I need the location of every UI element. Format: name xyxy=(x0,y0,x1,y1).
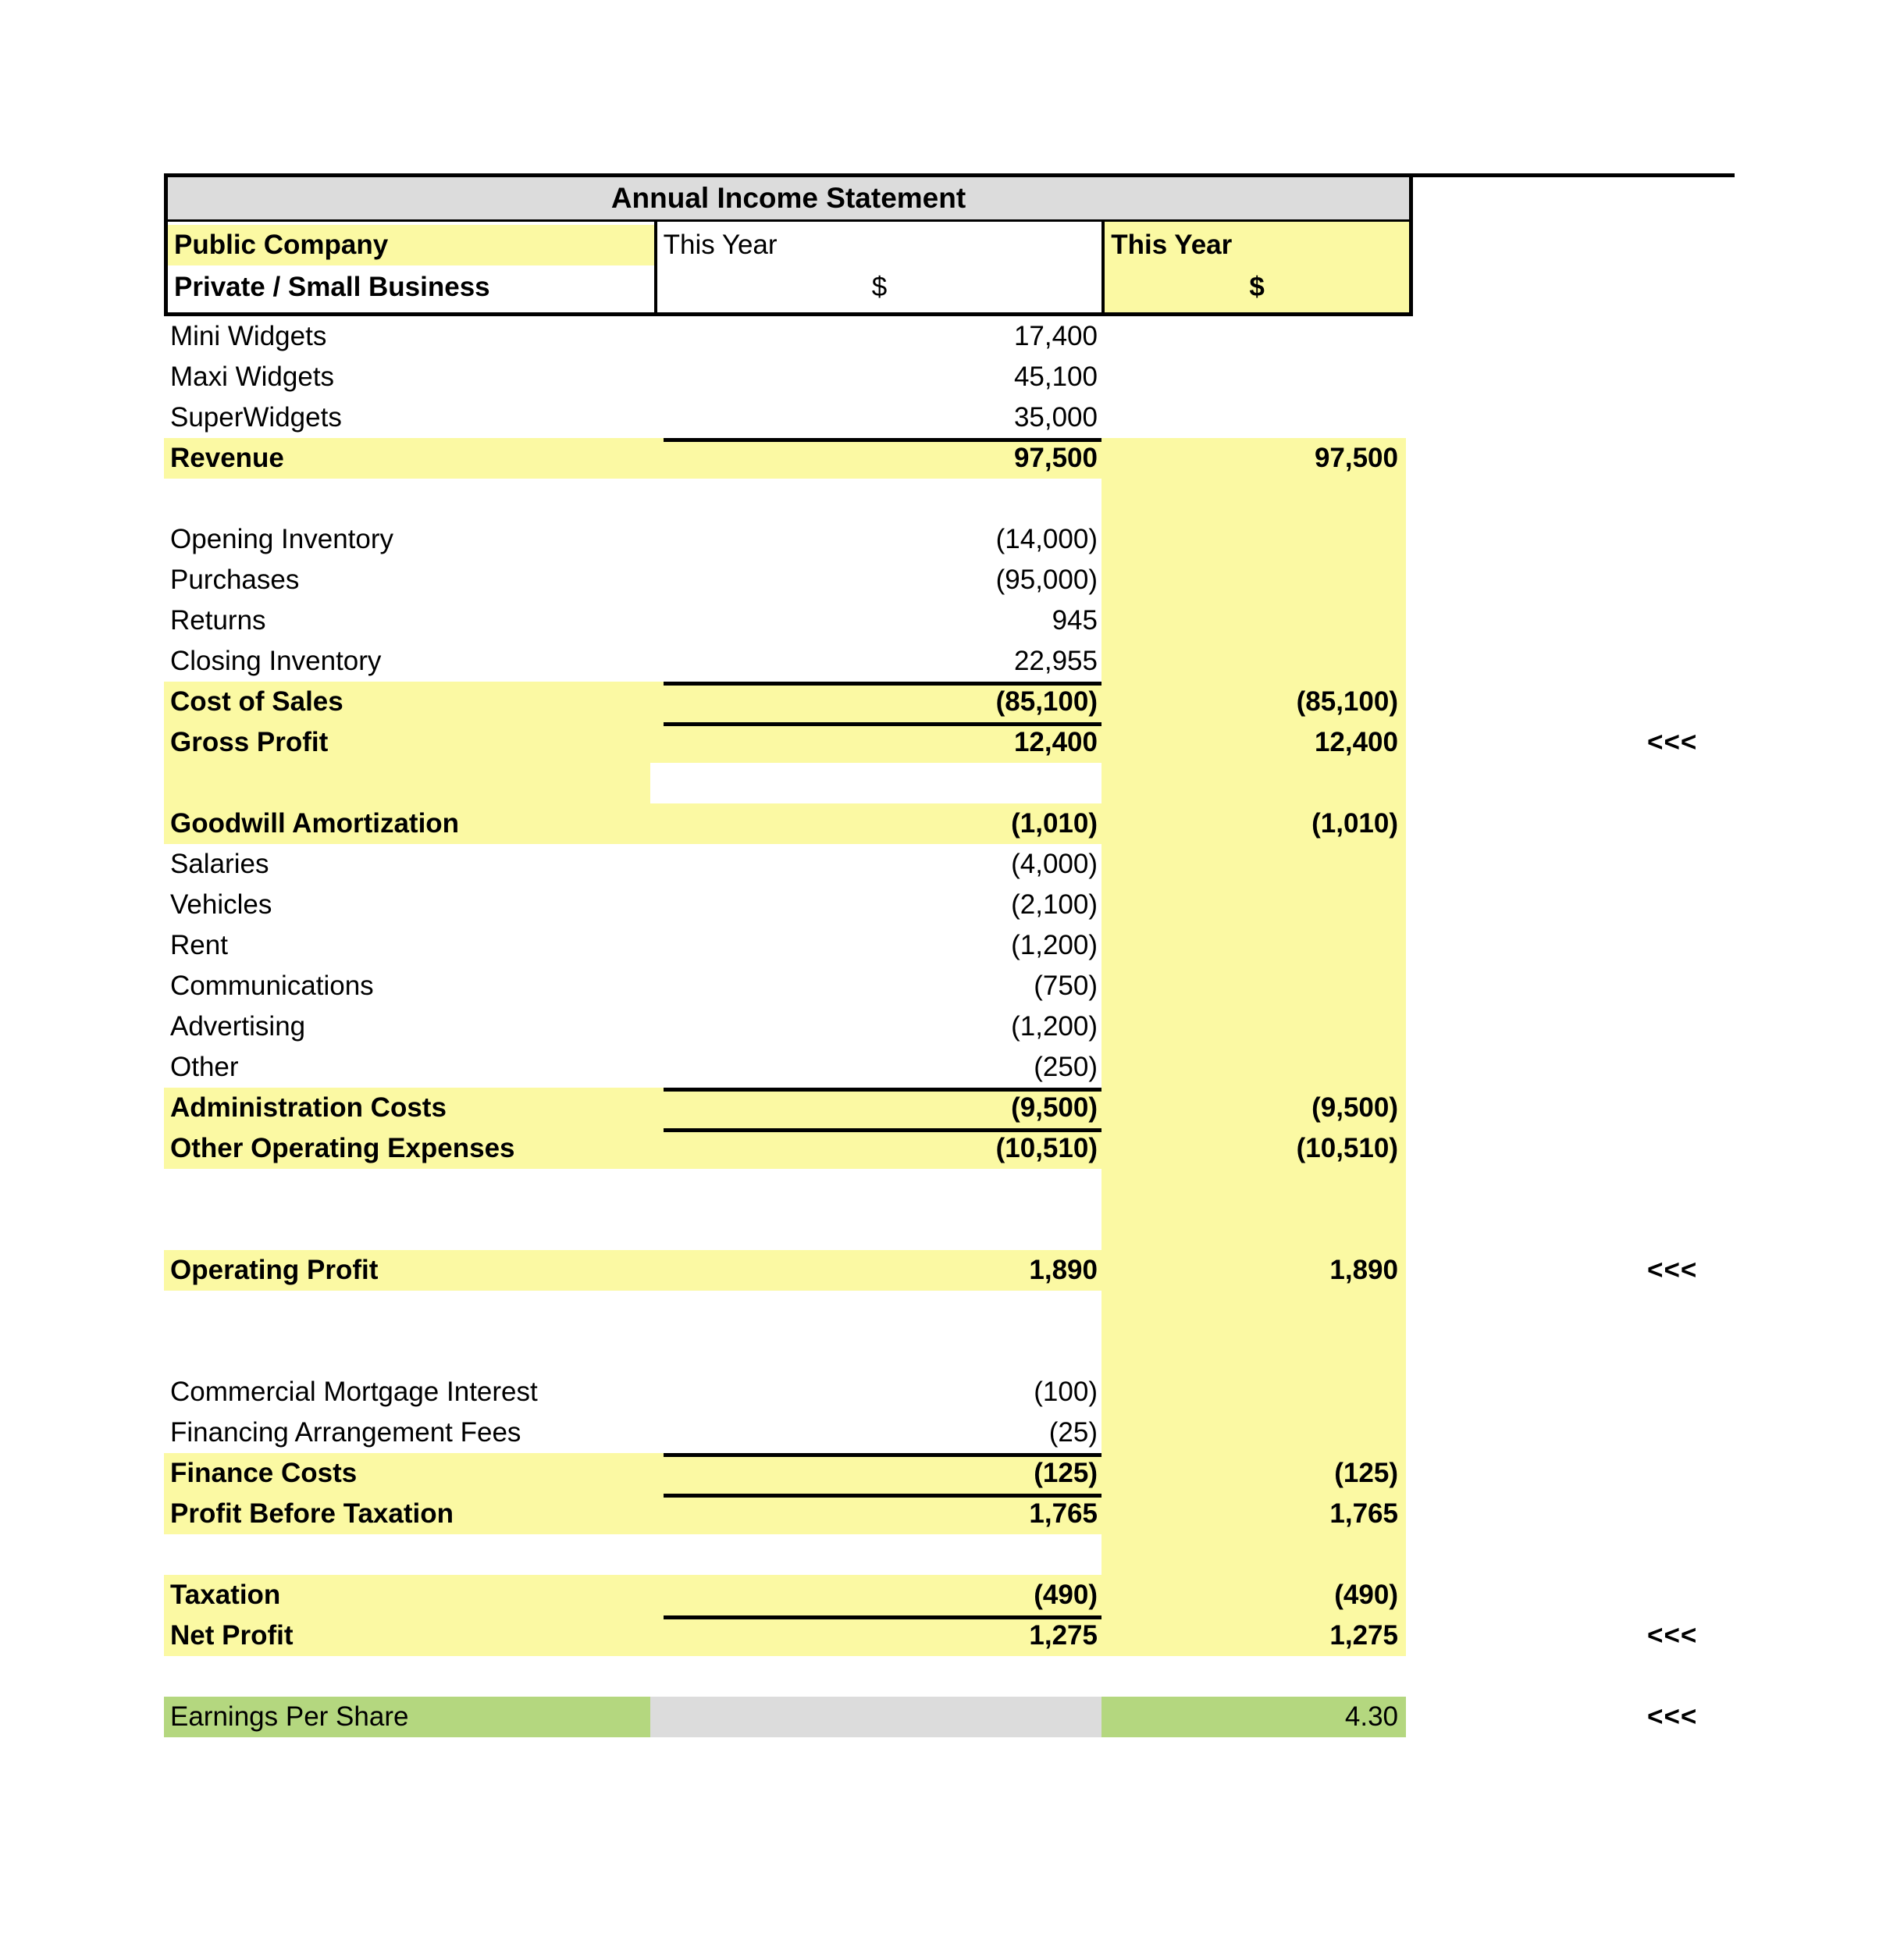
row-label xyxy=(164,763,650,803)
row-value-right-column xyxy=(1101,1209,1406,1250)
row-label: Closing Inventory xyxy=(170,646,382,676)
statement-row xyxy=(164,1453,1413,1494)
statement-rows xyxy=(164,316,1698,1737)
mid-column-currency-label: $ xyxy=(871,272,888,302)
spacer-row xyxy=(164,1169,1413,1209)
row-highlight-marker: <<< xyxy=(1647,1620,1698,1651)
row-label: Opening Inventory xyxy=(170,524,394,554)
row-label xyxy=(164,1169,650,1209)
spacer-row xyxy=(164,1209,1413,1250)
row-value-right-column xyxy=(1101,1169,1406,1209)
row-value-right-column: 97,500 xyxy=(1101,438,1406,479)
row-label xyxy=(164,1209,650,1250)
statement-row xyxy=(164,1250,1698,1291)
page-title: Annual Income Statement xyxy=(610,182,966,214)
row-value-right-column xyxy=(1101,844,1406,885)
row-label xyxy=(164,1331,650,1372)
row-value-right-column xyxy=(1101,885,1406,925)
row-value-right-column: (10,510) xyxy=(1101,1128,1406,1169)
row-value-mid-column xyxy=(650,1656,1101,1697)
row-value-mid-column: 12,400 xyxy=(650,722,1101,763)
row-value-right-column xyxy=(1101,1656,1406,1697)
statement-row xyxy=(164,1006,1413,1047)
row-value-mid-column: (14,000) xyxy=(995,524,1098,554)
row-value-right-column xyxy=(1101,1006,1406,1047)
row-value-mid-column: (1,200) xyxy=(1011,1011,1098,1042)
row-value-right-column xyxy=(1101,519,1406,560)
row-label: Gross Profit xyxy=(164,722,650,763)
row-label xyxy=(164,479,650,519)
row-value-mid-column: (10,510) xyxy=(650,1128,1101,1169)
row-value-mid-column: 1,275 xyxy=(650,1615,1101,1656)
row-value-mid-column: (85,100) xyxy=(650,682,1101,722)
statement-row xyxy=(164,560,1413,600)
mid-column-period-label: This Year xyxy=(663,230,778,260)
row-value-mid-column xyxy=(650,1534,1101,1575)
row-label: SuperWidgets xyxy=(170,402,342,433)
row-label: Purchases xyxy=(170,565,300,595)
statement-row xyxy=(164,925,1413,966)
row-value-right-column: 1,765 xyxy=(1101,1494,1406,1534)
statement-row xyxy=(164,885,1413,925)
statement-row xyxy=(164,641,1413,682)
statement-row xyxy=(164,1697,1698,1737)
statement-row xyxy=(164,357,1413,397)
row-value-right-column: (9,500) xyxy=(1101,1088,1406,1128)
statement-row xyxy=(164,1372,1413,1412)
row-value-right-column: 1,890 xyxy=(1101,1250,1406,1291)
row-highlight-marker: <<< xyxy=(1647,727,1698,757)
statement-row xyxy=(164,1047,1413,1088)
income-statement-sheet xyxy=(164,173,1698,1737)
row-highlight-marker: <<< xyxy=(1647,1701,1698,1732)
row-label: Finance Costs xyxy=(164,1453,650,1494)
spacer-row xyxy=(164,1331,1413,1372)
statement-row xyxy=(164,1615,1698,1656)
row-label: Mini Widgets xyxy=(170,321,327,351)
mid-column-header-cell xyxy=(654,222,1105,312)
row-label: Profit Before Taxation xyxy=(164,1494,650,1534)
row-value-right-column xyxy=(1101,479,1406,519)
row-value-right-column xyxy=(1101,925,1406,966)
row-value-mid-column xyxy=(650,1697,1101,1737)
row-label: Commercial Mortgage Interest xyxy=(170,1377,538,1407)
statement-row xyxy=(164,966,1413,1006)
row-value-mid-column: 35,000 xyxy=(1013,402,1098,433)
entity-private-business-label: Private / Small Business xyxy=(174,272,490,302)
statement-row xyxy=(164,519,1413,560)
row-value-right-column xyxy=(1101,1291,1406,1331)
row-value-right-column: 12,400 xyxy=(1101,722,1406,763)
row-value-mid-column: (2,100) xyxy=(1011,889,1098,920)
spacer-row xyxy=(164,763,1413,803)
row-label: Rent xyxy=(170,930,228,960)
row-value-mid-column: (1,010) xyxy=(650,803,1101,844)
row-value-right-column: (125) xyxy=(1101,1453,1406,1494)
statement-row xyxy=(164,1088,1413,1128)
row-value-mid-column: 22,955 xyxy=(1013,646,1098,676)
row-label: Financing Arrangement Fees xyxy=(170,1417,521,1448)
spacer-row xyxy=(164,479,1413,519)
row-value-right-column xyxy=(1101,966,1406,1006)
row-label xyxy=(164,1656,650,1697)
row-value-mid-column xyxy=(650,763,1101,803)
row-value-right-column: (1,010) xyxy=(1101,803,1406,844)
row-label: Net Profit xyxy=(164,1615,650,1656)
row-value-right-column xyxy=(1101,1331,1406,1372)
row-label xyxy=(164,1534,650,1575)
statement-row xyxy=(164,682,1413,722)
spacer-row xyxy=(164,1534,1413,1575)
spacer-row xyxy=(164,1291,1413,1331)
statement-row xyxy=(164,1412,1413,1453)
row-value-right-column xyxy=(1101,1412,1406,1453)
row-value-mid-column: (750) xyxy=(1034,971,1098,1001)
statement-row xyxy=(164,1575,1413,1615)
row-value-right-column xyxy=(1101,1372,1406,1412)
row-value-mid-column: (9,500) xyxy=(650,1088,1101,1128)
column-header-row xyxy=(164,222,1413,316)
row-label: Communications xyxy=(170,971,374,1001)
statement-row xyxy=(164,1128,1413,1169)
row-value-mid-column: (100) xyxy=(1034,1377,1098,1407)
row-value-mid-column: 945 xyxy=(1052,605,1098,636)
statement-row xyxy=(164,438,1413,479)
row-value-mid-column xyxy=(650,1209,1101,1250)
row-value-right-column xyxy=(1101,600,1406,641)
row-value-right-column xyxy=(1101,1534,1406,1575)
row-label: Goodwill Amortization xyxy=(164,803,650,844)
row-label: Returns xyxy=(170,605,266,636)
entity-public-company-label: Public Company xyxy=(168,225,654,265)
statement-row xyxy=(164,600,1413,641)
row-label: Other xyxy=(170,1052,239,1082)
row-value-mid-column xyxy=(650,479,1101,519)
row-value-mid-column: (490) xyxy=(650,1575,1101,1615)
row-value-mid-column: 1,765 xyxy=(650,1494,1101,1534)
row-label: Vehicles xyxy=(170,889,272,920)
row-value-right-column: 4.30 xyxy=(1101,1697,1406,1737)
row-label: Administration Costs xyxy=(164,1088,650,1128)
row-value-mid-column: (25) xyxy=(1048,1417,1098,1448)
statement-row xyxy=(164,1494,1413,1534)
row-value-right-column: 1,275 xyxy=(1101,1615,1406,1656)
row-value-right-column xyxy=(1101,357,1406,397)
row-label xyxy=(164,1291,650,1331)
row-highlight-marker: <<< xyxy=(1647,1255,1698,1285)
row-value-right-column xyxy=(1101,763,1406,803)
row-value-right-column xyxy=(1101,1047,1406,1088)
row-value-mid-column xyxy=(650,1331,1101,1372)
row-value-right-column xyxy=(1101,560,1406,600)
statement-row xyxy=(164,803,1413,844)
right-column-header-cell xyxy=(1105,222,1409,312)
row-value-right-column: (490) xyxy=(1101,1575,1406,1615)
row-label: Maxi Widgets xyxy=(170,362,335,392)
row-value-right-column xyxy=(1101,641,1406,682)
spacer-row xyxy=(164,1656,1413,1697)
row-value-mid-column: 45,100 xyxy=(1013,362,1098,392)
row-value-mid-column xyxy=(650,1169,1101,1209)
row-value-mid-column: (250) xyxy=(1034,1052,1098,1082)
statement-row xyxy=(164,316,1413,357)
row-label: Revenue xyxy=(164,438,650,479)
row-label: Cost of Sales xyxy=(164,682,650,722)
row-value-mid-column: (125) xyxy=(650,1453,1101,1494)
row-value-mid-column xyxy=(650,1291,1101,1331)
row-label: Salaries xyxy=(170,849,269,879)
row-value-mid-column: 1,890 xyxy=(650,1250,1101,1291)
row-label: Earnings Per Share xyxy=(164,1697,650,1737)
row-value-mid-column: (1,200) xyxy=(1011,930,1098,960)
row-value-mid-column: 17,400 xyxy=(1013,321,1098,351)
row-value-mid-column: (4,000) xyxy=(1011,849,1098,879)
row-label: Operating Profit xyxy=(164,1250,650,1291)
row-value-right-column xyxy=(1101,316,1406,357)
row-label: Taxation xyxy=(164,1575,650,1615)
statement-title-bar xyxy=(164,173,1413,222)
right-column-period-label: This Year xyxy=(1111,230,1233,260)
statement-row xyxy=(164,844,1413,885)
row-value-right-column: (85,100) xyxy=(1101,682,1406,722)
row-value-mid-column: (95,000) xyxy=(995,565,1098,595)
right-column-currency-label: $ xyxy=(1249,272,1265,302)
row-label: Advertising xyxy=(170,1011,306,1042)
statement-row xyxy=(164,722,1698,763)
row-value-right-column xyxy=(1101,397,1406,438)
statement-row xyxy=(164,397,1413,438)
entity-type-header-cell xyxy=(168,222,654,312)
row-value-mid-column: 97,500 xyxy=(650,438,1101,479)
row-label: Other Operating Expenses xyxy=(164,1128,650,1169)
